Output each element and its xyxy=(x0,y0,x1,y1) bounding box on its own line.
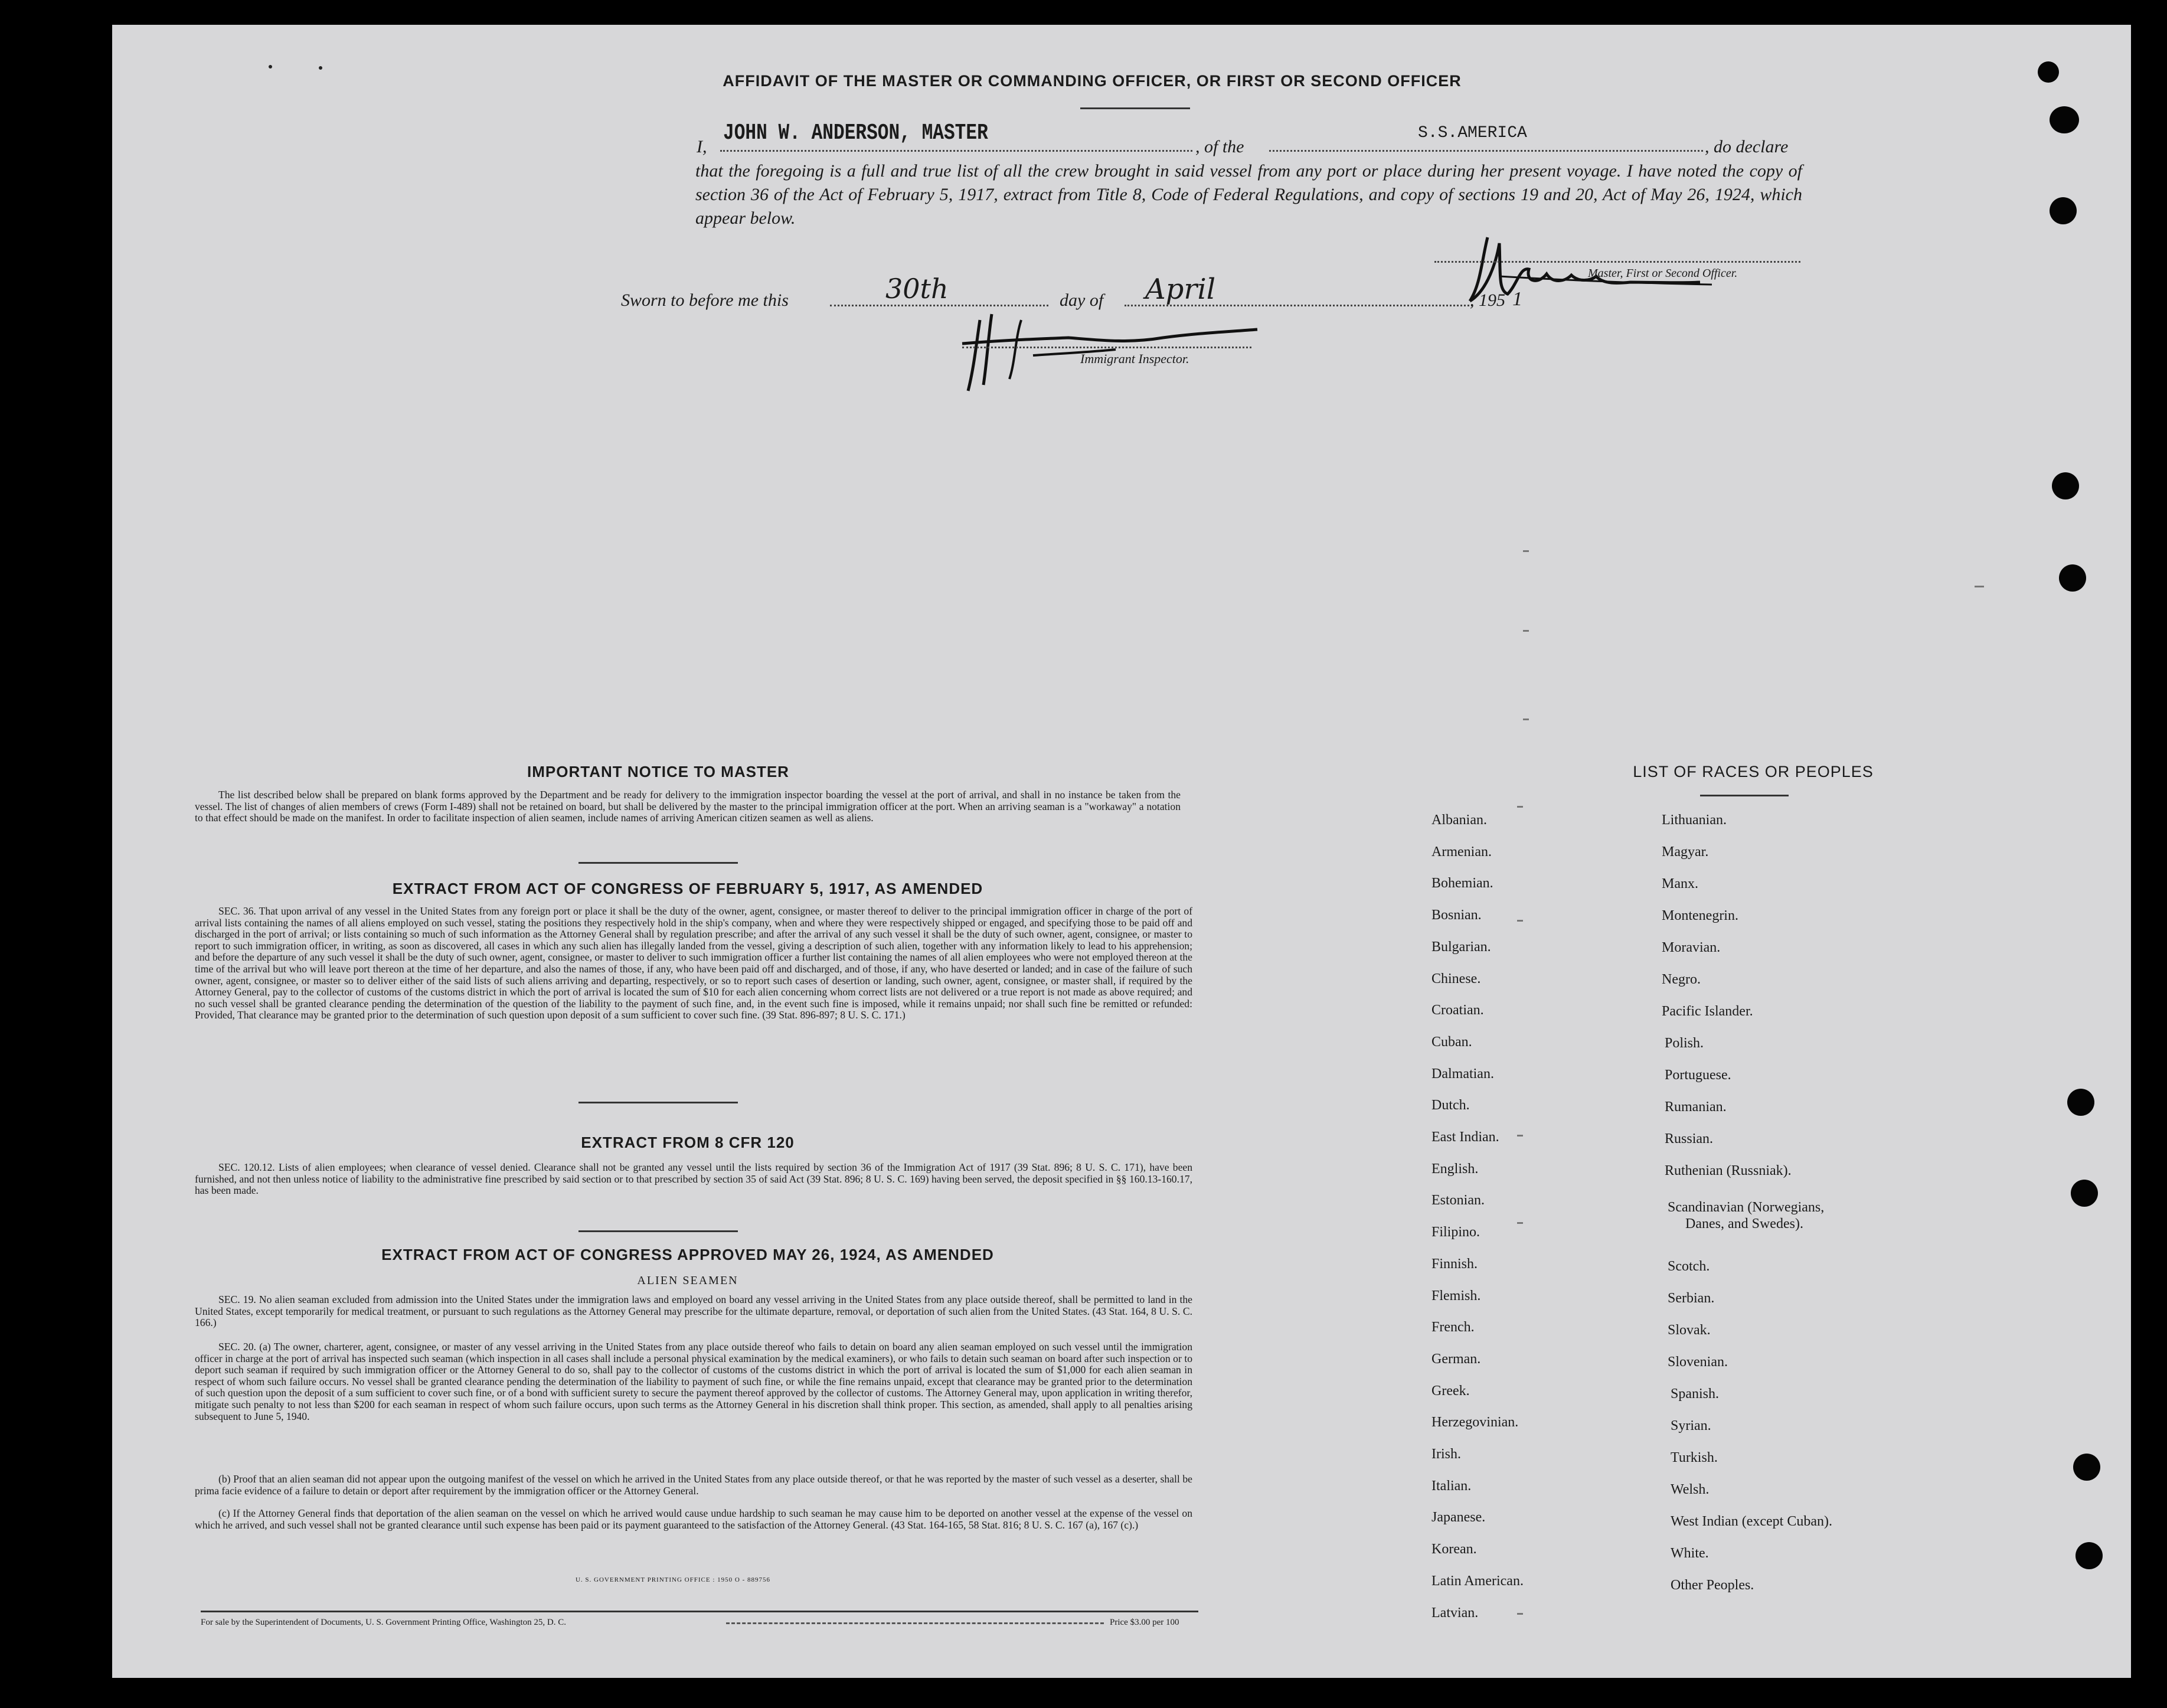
extract1924-title: EXTRACT FROM ACT OF CONGRESS APPROVED MAY 26, 1924, AS AMENDED xyxy=(381,1246,994,1263)
master-signature-line xyxy=(1434,261,1800,263)
race-right-item: Turkish. xyxy=(1671,1450,1718,1465)
race-left-item: Japanese. xyxy=(1431,1510,1486,1526)
scan-dot xyxy=(319,66,322,70)
race-left-item: Dutch. xyxy=(1431,1098,1470,1113)
footer-leader xyxy=(726,1622,1104,1624)
scan-mark xyxy=(1517,1613,1523,1615)
race-right-item: Polish. xyxy=(1665,1036,1704,1051)
race-right-item: Slovak. xyxy=(1668,1322,1711,1338)
scan-mark xyxy=(1517,1222,1523,1224)
race-left-item: Armenian. xyxy=(1431,844,1492,860)
race-right-item: Ruthenian (Russniak). xyxy=(1665,1163,1792,1178)
extract1924-sec20c: (c) If the Attorney General finds that deportation of the alien seaman on the vessel on which he arrived would cause undue hardship to such seaman he may cause him to be deported on another vessel at the expense of the vessel on which he arrived, and such vessel shall not be granted clearance until such expense has been paid or its payment guaranteed to the satisfaction of the Attorney General. (43 Stat. 164-165, 58 Stat. 816; 8 U. S. C. 167 (a), 167 (c).) xyxy=(195,1507,1192,1531)
of-the-label: , of the xyxy=(1195,137,1244,156)
inspector-signature-line xyxy=(962,347,1251,348)
race-right-item: Montenegrin. xyxy=(1662,908,1738,923)
race-left-item: East Indian. xyxy=(1431,1129,1499,1145)
race-left-item: Bulgarian. xyxy=(1431,939,1491,955)
scan-mark xyxy=(1517,1135,1523,1137)
scan-mark xyxy=(1517,920,1523,922)
notice-text: The list described below shall be prepared on blank forms approved by the Department and be ready for delivery to the immigration inspector boarding the vessel at the port of arrival, and shall in no instance be taken from the vessel. The list of changes of alien members of crews (Form I-489) shall not be retained on board, but shall be delivered by the master to the principal immigration officer at the port. When an arriving seaman is a "workaway" a notation to that effect should be made on the manifest. In order to facilitate inspection of alien seamen, include names of arriving American citizen seamen as well as aliens. xyxy=(195,789,1181,824)
race-right-item: Scotch. xyxy=(1668,1259,1710,1274)
day-of-label: day of xyxy=(1060,290,1104,310)
race-right-item: Lithuanian. xyxy=(1662,812,1727,828)
race-left-item: Chinese. xyxy=(1431,971,1481,987)
race-right-item: Slovenian. xyxy=(1668,1354,1728,1370)
race-right-item: Manx. xyxy=(1662,876,1698,891)
sworn-day: 30th xyxy=(885,273,949,305)
extractcfr-title: EXTRACT FROM 8 CFR 120 xyxy=(581,1134,795,1151)
races-title: LIST OF RACES OR PEOPLES xyxy=(1633,763,1874,780)
race-right-item: Serbian. xyxy=(1668,1291,1715,1306)
race-left-item: Flemish. xyxy=(1431,1288,1481,1304)
vessel-name: S.S.AMERICA xyxy=(1418,124,1527,142)
race-left-item: Albanian. xyxy=(1431,812,1487,828)
notice-title: IMPORTANT NOTICE TO MASTER xyxy=(527,763,789,780)
price: Price $3.00 per 100 xyxy=(1110,1618,1179,1627)
race-right-item: Portuguese. xyxy=(1665,1067,1731,1083)
race-left-item: Bohemian. xyxy=(1431,876,1493,891)
punch-hole xyxy=(2067,1089,2094,1116)
race-left-item: Bosnian. xyxy=(1431,907,1482,923)
race-left-item: Korean. xyxy=(1431,1542,1477,1557)
scan-mark xyxy=(1523,550,1529,552)
race-left-item: Latin American. xyxy=(1431,1573,1524,1589)
title-divider xyxy=(1080,107,1190,109)
master-name-line xyxy=(720,150,1192,152)
scan-mark xyxy=(1517,806,1523,808)
punch-hole xyxy=(2052,472,2079,499)
affidavit-title: AFFIDAVIT OF THE MASTER OR COMMANDING OFFICER, OR FIRST OR SECOND OFFICER xyxy=(723,72,1462,90)
extract1917-title: EXTRACT FROM ACT OF CONGRESS OF FEBRUARY 5, 1917, AS AMENDED xyxy=(392,880,983,897)
race-left-item: Italian. xyxy=(1431,1478,1472,1494)
year-suffix: 1 xyxy=(1512,288,1522,310)
scan-mark xyxy=(1975,586,1984,587)
race-left-item: Greek. xyxy=(1431,1383,1470,1399)
race-left-item: Irish. xyxy=(1431,1446,1461,1462)
race-right-item: Danes, and Swedes). xyxy=(1685,1216,1803,1232)
race-right-item: Magyar. xyxy=(1662,844,1709,860)
extract1917-text: SEC. 36. That upon arrival of any vessel in the United States from any foreign port or place it shall be the duty of the owner, agent, consignee, or master thereof to deliver to the principal immigration officer in charge of the port of arrival lists containing the names of all aliens employed on such vessel, stating the positions they respectively hold in the ship's company, when and where they were respectively shipped or engaged, and specifying those to be paid off and discharged in the port of arrival; or lists containing so much of such information as the Attorney General shall by regulation prescribe; and after the arrival of any such vessel it shall be the duty of such owner, agent, consignee, or master to report to such immigration officer, in writing, as soon as discovered, all cases in which any such alien has illegally landed from the vessel, giving a description of such alien, together with any information likely to lead to his apprehension; and before the departure of any such vessel it shall be the duty of such owner, agent, consignee, or master to deliver to such immigration officer a further list containing the names of all alien employees who were not employed thereon at the time of the arrival but who will leave port thereon at the time of her departure, and also the names of those, if any, who have been paid off and discharged, and of those, if any, who have deserted or landed; and in case of the failure of such owner, agent, consignee, or master so to deliver either of the said lists of such aliens arriving and departing, respectively, or so to report such cases of desertion or landing, such owner, agent, consignee, or master shall, if required by the Attorney General, pay to the collector of customs of the customs district in which the port of arrival is located the sum of $10 for each alien concerning whom correct lists are not delivered or a true report is not made as above required; and no such vessel shall be granted clearance pending the determination of the question of the liability to the payment of such fine, and, in the event such fine is imposed, while it remains unpaid; nor shall such fine be remitted or refunded: Provided, That clearance may be granted prior to the determination of such question upon deposit of a sum sufficient to cover such fine. (39 Stat. 896-897; 8 U. S. C. 171.) xyxy=(195,905,1192,1021)
scan-mark xyxy=(1523,719,1529,720)
officer-caption: Master, First or Second Officer. xyxy=(1588,267,1738,280)
punch-hole xyxy=(2050,106,2079,133)
race-right-item: Welsh. xyxy=(1671,1482,1710,1497)
punch-hole xyxy=(2076,1542,2103,1569)
race-left-item: English. xyxy=(1431,1161,1479,1177)
race-right-item: White. xyxy=(1671,1546,1709,1561)
race-left-item: Croatian. xyxy=(1431,1002,1484,1018)
race-right-item: Moravian. xyxy=(1662,940,1721,955)
race-right-item: Scandinavian (Norwegians, xyxy=(1668,1200,1825,1215)
punch-hole xyxy=(2038,61,2059,83)
extract1924-subtitle: ALIEN SEAMEN xyxy=(637,1274,738,1287)
race-right-item: Pacific Islander. xyxy=(1662,1004,1753,1019)
race-left-item: Estonian. xyxy=(1431,1193,1485,1209)
vessel-line xyxy=(1269,150,1703,152)
race-left-item: Dalmatian. xyxy=(1431,1066,1494,1082)
race-left-item: Finnish. xyxy=(1431,1256,1478,1272)
i-label: I, xyxy=(697,137,707,156)
race-right-item: Rumanian. xyxy=(1665,1099,1727,1115)
punch-hole xyxy=(2059,564,2086,592)
sworn-month: April xyxy=(1145,273,1216,306)
race-right-item: Russian. xyxy=(1665,1131,1714,1147)
sworn-label: Sworn to before me this xyxy=(621,290,789,310)
race-right-item: Spanish. xyxy=(1671,1386,1720,1402)
race-left-item: Filipino. xyxy=(1431,1224,1480,1240)
do-declare-label: , do declare xyxy=(1705,137,1789,156)
extract1924-sec19: SEC. 19. No alien seaman excluded from admission into the United States under the immigration laws and employed on board any vessel arriving in the United States from any place outside thereof, shall be permitted to land in the United States, except temporarily for medical treatment, or pursuant to such regulations as the Attorney General may prescribe for the ultimate departure, removal, or deportation of such alien from the United States. (43 Stat. 164, 8 U. S. C. 166.) xyxy=(195,1294,1192,1329)
race-right-item: Negro. xyxy=(1662,972,1701,987)
year-prefix: , 195 xyxy=(1470,290,1505,310)
punch-hole xyxy=(2071,1180,2098,1207)
race-right-item: Other Peoples. xyxy=(1671,1578,1754,1593)
gpo-line: U. S. GOVERNMENT PRINTING OFFICE : 1950 O - 889756 xyxy=(575,1576,770,1583)
sale-line: For sale by the Superintendent of Documents, U. S. Government Printing Office, Washington 25, D. C. xyxy=(201,1618,566,1627)
race-left-item: Herzegovinian. xyxy=(1431,1415,1519,1431)
punch-hole xyxy=(2073,1454,2100,1481)
race-right-item: West Indian (except Cuban). xyxy=(1671,1514,1832,1529)
race-left-item: German. xyxy=(1431,1351,1481,1367)
extractcfr-text: SEC. 120.12. Lists of alien employees; when clearance of vessel denied. Clearance shall not be granted any vessel until the lists required by section 36 of the Immigration Act of 1917 (39 Stat. 896; 8 U. S. C. 171), have been furnished, and not then unless notice of liability to the administrative fine prescribed by said section or to that prescribed by section 35 of said Act (39 Stat. 896; 8 U. S. C. 169) having been served, the deposit specified in §§ 160.13-160.17, has been made. xyxy=(195,1161,1192,1197)
scan-mark xyxy=(1523,630,1529,632)
inspector-signature xyxy=(950,302,1269,397)
extractcfr-divider xyxy=(578,1230,738,1232)
affidavit-statement: that the foregoing is a full and true list of all the crew brought in said vessel from any port or place during her present voyage. I have noted the copy of section 36 of the Act of February 5, 1917, extract from Title 8, Code of Federal Regulations, and copy of sections 19 and 20, Act of May 26, 1924, which appear below. xyxy=(695,161,1802,228)
notice-divider xyxy=(578,862,738,864)
races-divider xyxy=(1700,795,1789,796)
punch-hole xyxy=(2050,197,2077,224)
race-left-item: Latvian. xyxy=(1431,1605,1479,1621)
scan-dot xyxy=(269,65,272,68)
extract1924-sec20a: SEC. 20. (a) The owner, charterer, agent, consignee, or master of any vessel arriving in the United States from any place outside thereof who fails to detain on board any alien seaman employed on such vessel until the immigration officer in charge at the port of arrival has inspected such seaman (which inspection in all cases shall include a personal physical examination by the medical examiners), or who fails to detain such seaman on board after such inspection or to deport such seaman if required by such immigration officer or the Attorney General to do so, shall pay to the collector of customs of the customs district in which the port of arrival is located the sum of $1,000 for each alien seaman in respect of whom such failure occurs. No vessel shall be granted clearance pending the determination of the liability to payment of such fine, or while the fine remains unpaid, except that clearance may be granted prior to the determination of such question upon the deposit of a sum sufficient to cover such fine, or of a bond with sufficient surety to secure the payment thereof approved by the collector of customs. The Attorney General may, upon application in writing therefor, mitigate such penalty to not less than $200 for each seaman in respect of whom such failure occurs, upon such terms as the Attorney General in his discretion shall think proper. This section, as amended, shall apply to all penalties arising subsequent to June 5, 1940. xyxy=(195,1341,1192,1422)
footer-rule xyxy=(201,1611,1198,1612)
master-name: JOHN W. ANDERSON, MASTER xyxy=(723,120,988,146)
extract1917-divider xyxy=(578,1102,738,1103)
race-left-item: Cuban. xyxy=(1431,1034,1472,1050)
inspector-caption: Immigrant Inspector. xyxy=(1080,351,1189,366)
extract1924-sec20b: (b) Proof that an alien seaman did not appear upon the outgoing manifest of the vessel on which he arrived in the United States from any place outside thereof, or that he was reported by the master of such vessel as a deserter, shall be prima facie evidence of a failure to detain or deport after requirement by the immigration officer or the Attorney General. xyxy=(195,1473,1192,1497)
document-sheet xyxy=(112,25,2131,1678)
race-right-item: Syrian. xyxy=(1671,1418,1711,1433)
race-left-item: French. xyxy=(1431,1320,1475,1335)
